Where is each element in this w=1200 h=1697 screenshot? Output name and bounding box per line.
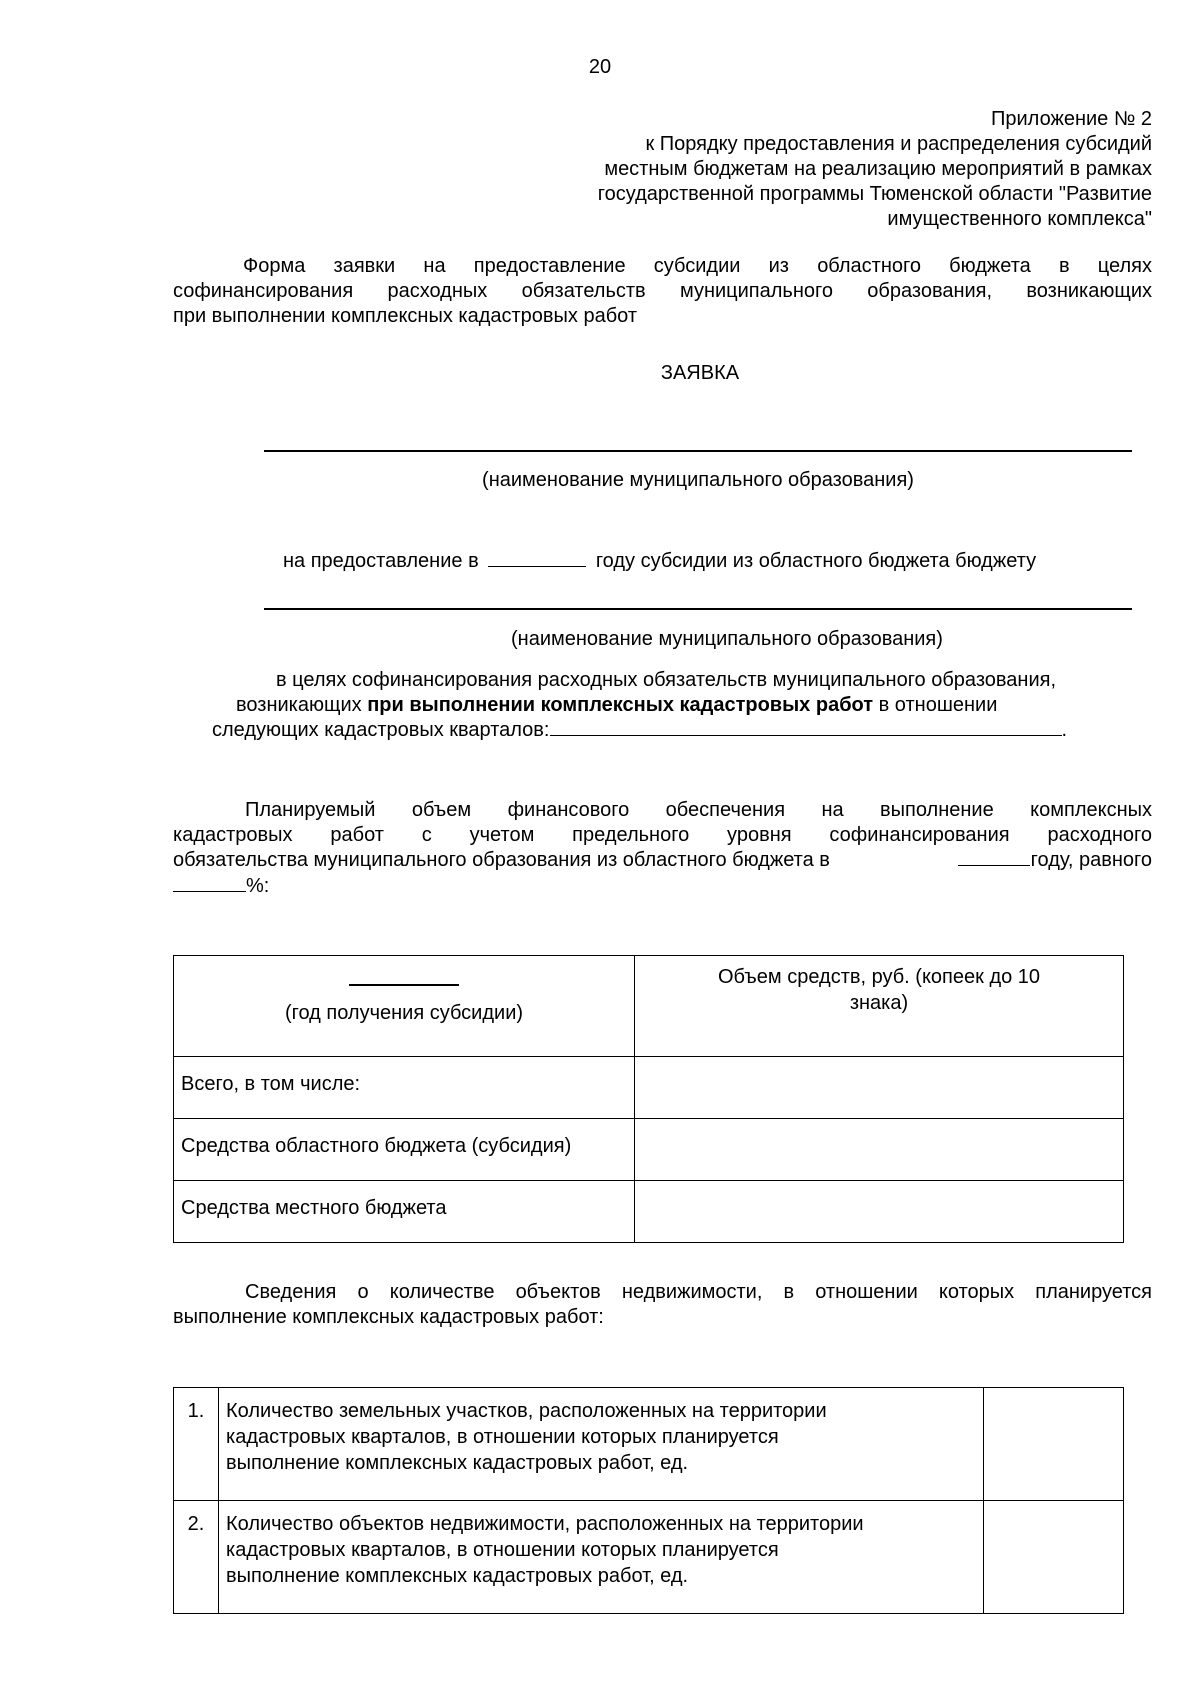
purpose-line <box>236 692 997 718</box>
row-description-line: выполнение комплексных кадастровых работ, ед. <box>226 1565 689 1587</box>
purpose-line2-start: возникающих <box>236 694 362 716</box>
quarters-label: следующих кадастровых кварталов: <box>212 719 550 741</box>
planned-line3-start: обязательства муниципального образования из областного бюджета в <box>173 849 830 871</box>
planned-line: кадастровых работ с учетом предельного уровня софинансирования расходного <box>173 824 1152 846</box>
amount-header-line: знака) <box>849 992 909 1014</box>
row-value-cell[interactable] <box>635 1119 1124 1181</box>
row-description-line: Количество объектов недвижимости, расположенных на территории <box>226 1513 864 1535</box>
grant-line-end: году субсидии из областного бюджета бюджету <box>595 550 1037 572</box>
row-label: Средства местного бюджета <box>174 1181 635 1243</box>
table-row <box>174 1388 1124 1501</box>
objects-table <box>173 1387 1124 1614</box>
table-row <box>174 1501 1124 1614</box>
municipality-name-line[interactable] <box>264 450 1132 452</box>
row-number: 1. <box>174 1388 219 1501</box>
row-value-cell[interactable] <box>984 1501 1124 1614</box>
planned-year-blank[interactable] <box>958 848 1030 866</box>
row-value-cell[interactable] <box>635 1181 1124 1243</box>
purpose-line <box>212 717 1067 743</box>
row-description <box>219 1388 984 1501</box>
year-header-cell <box>174 956 635 1057</box>
municipality-caption-2: (наименование муниципального образования) <box>511 628 943 650</box>
planned-line: Планируемый объем финансового обеспечения на выполнение комплексных <box>245 799 1152 821</box>
funds-table <box>173 955 1124 1243</box>
objects-intro-line: выполнение комплексных кадастровых работ: <box>173 1306 604 1328</box>
document-heading: ЗАЯВКА <box>660 362 740 384</box>
budget-municipality-line[interactable] <box>264 608 1132 610</box>
row-description-line: кадастровых кварталов, в отношении которых планируется <box>226 1426 779 1448</box>
purpose-bold-text: при выполнении комплексных кадастровых работ <box>367 694 874 716</box>
appendix-line: имущественного комплекса" <box>887 208 1152 230</box>
form-title-line: Форма заявки на предоставление субсидии из областного бюджета в целях <box>243 255 1152 277</box>
appendix-line: государственной программы Тюменской области "Развитие <box>597 183 1152 205</box>
appendix-line: к Порядку предоставления и распределения субсидий <box>645 133 1152 155</box>
quarters-period: . <box>1061 719 1068 741</box>
objects-intro-line: Сведения о количестве объектов недвижимости, в отношении которых планируется <box>245 1281 1152 1303</box>
amount-header-cell <box>635 956 1124 1057</box>
year-blank[interactable] <box>488 549 586 567</box>
planned-line <box>173 847 1152 873</box>
table-row <box>174 1057 1124 1119</box>
row-label: Средства областного бюджета (субсидия) <box>174 1119 635 1181</box>
purpose-line: в целях софинансирования расходных обязательств муниципального образования, <box>276 669 1057 691</box>
percent-sign: %: <box>246 875 270 897</box>
row-label: Всего, в том числе: <box>174 1057 635 1119</box>
row-description-line: выполнение комплексных кадастровых работ, ед. <box>226 1452 689 1474</box>
purpose-line2-end: в отношении <box>878 694 998 716</box>
row-number: 2. <box>174 1501 219 1614</box>
form-title-line: при выполнении комплексных кадастровых работ <box>173 305 638 327</box>
table-row <box>174 1119 1124 1181</box>
planned-line <box>173 873 269 899</box>
year-header-caption: (год получения субсидии) <box>284 1002 524 1024</box>
row-description-line: кадастровых кварталов, в отношении которых планируется <box>226 1539 779 1561</box>
page-number: 20 <box>588 56 612 78</box>
amount-header-line: Объем средств, руб. (копеек до 10 <box>717 966 1041 988</box>
row-value-cell[interactable] <box>635 1057 1124 1119</box>
table-row <box>174 1181 1124 1243</box>
planned-line3-end: году, равного <box>1030 849 1152 871</box>
appendix-line: Приложение № 2 <box>991 108 1152 130</box>
percent-blank[interactable] <box>173 874 246 892</box>
subsidy-year-blank[interactable] <box>349 984 459 986</box>
grant-line-start: на предоставление в <box>283 550 479 572</box>
row-value-cell[interactable] <box>984 1388 1124 1501</box>
municipality-caption: (наименование муниципального образования) <box>482 469 914 491</box>
appendix-line: местным бюджетам на реализацию мероприятий в рамках <box>604 158 1152 180</box>
quarters-blank[interactable] <box>550 718 1062 736</box>
funds-table-header <box>174 956 1124 1057</box>
row-description <box>219 1501 984 1614</box>
grant-line <box>283 548 1036 574</box>
row-description-line: Количество земельных участков, расположенных на территории <box>226 1400 827 1422</box>
form-title-line: софинансирования расходных обязательств муниципального образования, возникающих <box>173 280 1152 302</box>
